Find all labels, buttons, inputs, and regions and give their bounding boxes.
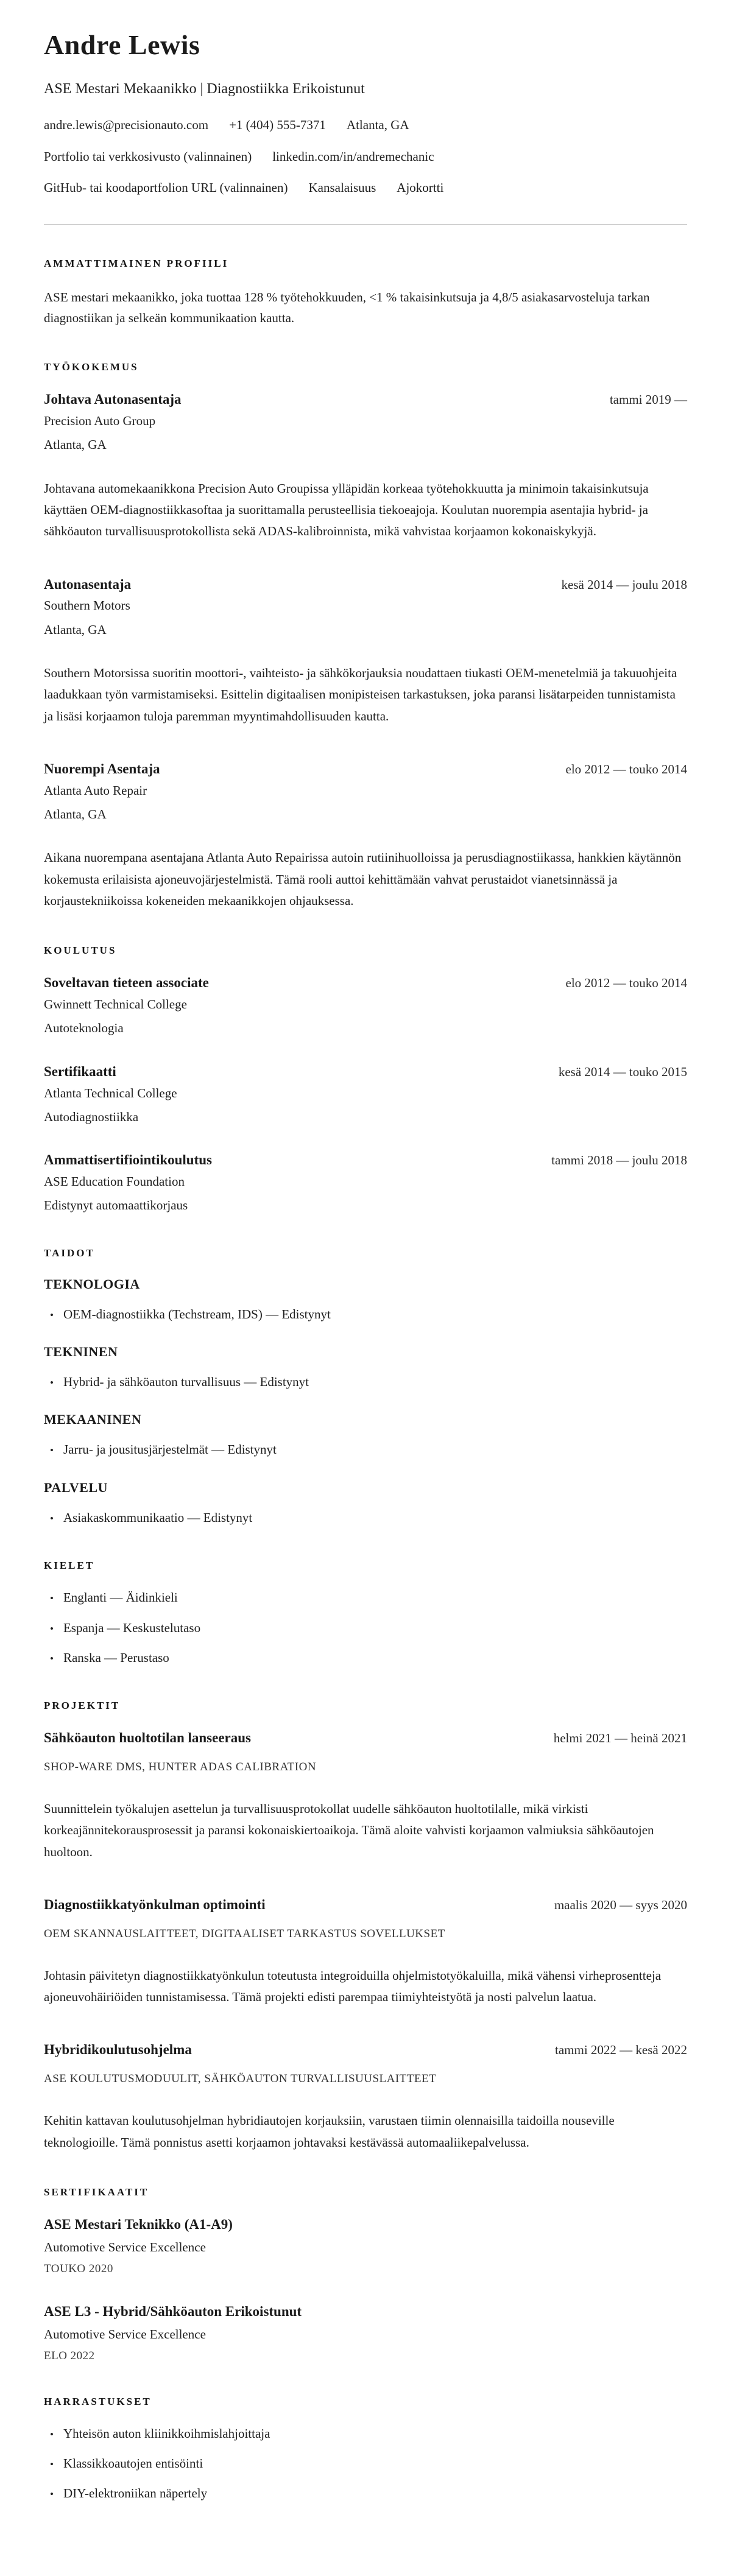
job-entry	[44, 760, 687, 912]
bullet-icon: •	[50, 1512, 54, 1524]
skill-category-name: PALVELU	[44, 1479, 108, 1495]
bullet-icon: •	[50, 1622, 54, 1635]
bullet-icon: •	[50, 2458, 54, 2471]
section-projects	[44, 1700, 687, 2153]
job-company: Atlanta Auto Repair	[44, 783, 147, 798]
job-company: Precision Auto Group	[44, 413, 156, 429]
education-field: Autoteknologia	[44, 1021, 124, 1036]
project-entry-head	[44, 2041, 687, 2059]
project-entry	[44, 1896, 687, 2008]
skill-category	[44, 1412, 687, 1459]
contact-portfolio: Portfolio tai verkkosivusto (valinnainen)	[44, 149, 252, 164]
section-heading-hobbies: HARRASTUKSET	[44, 2395, 152, 2407]
contact-row	[44, 149, 687, 165]
skill-item	[50, 1441, 687, 1459]
job-title: Autonasentaja	[44, 576, 132, 592]
education-entry	[44, 1151, 687, 1214]
candidate-name: Andre Lewis	[44, 29, 200, 60]
job-location: Atlanta, GA	[44, 622, 107, 637]
project-title: Diagnostiikkatyönkulman optimointi	[44, 1897, 266, 1913]
language-item	[50, 1649, 687, 1667]
project-description: Suunnittelein työkalujen asettelun ja turvallisuusprotokollat uudelle sähköauton huoltotilalle, mikä virkisti korkeajännitekorausprosessit ja paransi kokonaiskiertoaikoja. Tämä aloite vahvisti korjaamon valmiuksia sähköautojen huoltoon.	[44, 1801, 654, 1859]
contact-row	[44, 117, 687, 133]
bullet-icon: •	[50, 1652, 54, 1664]
project-tools: OEM SKANNAUSLAITTEET, DIGITAALISET TARKASTUS SOVELLUKSET	[44, 1927, 445, 1940]
certification-date: TOUKO 2020	[44, 2262, 113, 2275]
skill-item-label: Hybrid- ja sähköauton turvallisuus — Edistynyt	[63, 1374, 309, 1389]
skill-item-label: Jarru- ja jousitusjärjestelmät — Edistynyt	[63, 1442, 277, 1457]
job-entry	[44, 575, 687, 727]
project-description: Kehitin kattavan koulutusohjelman hybridiautojen korjauksiin, varustaen tiimin olennaisilla taidoilla nouseville teknologioille. Tämä ponnistus asetti korjaamon johtavaksi kestävässä automaaliikepalvelussa.	[44, 2113, 615, 2150]
bullet-icon: •	[50, 1592, 54, 1605]
section-heading-languages: KIELET	[44, 1560, 95, 1572]
bullet-icon: •	[50, 1376, 54, 1388]
job-title: Johtava Autonasentaja	[44, 392, 182, 407]
certification-issuer: Automotive Service Excellence	[44, 2239, 206, 2254]
bullet-icon: •	[50, 1445, 54, 1457]
job-entry	[44, 390, 687, 542]
contact-row	[44, 180, 687, 196]
language-item-label: Espanja — Keskustelutaso	[63, 1620, 201, 1635]
job-date: elo 2012 — touko 2014	[565, 761, 687, 776]
section-hobbies	[44, 2396, 687, 2503]
hobby-item	[50, 2485, 687, 2502]
section-heading-skills: TAIDOT	[44, 1247, 95, 1259]
certification-date: ELO 2022	[44, 2349, 95, 2362]
job-entry-head	[44, 760, 687, 778]
section-heading-profile: AMMATTIMAINEN PROFIILI	[44, 258, 229, 270]
education-entry-head	[44, 974, 687, 992]
education-entry-head	[44, 1063, 687, 1081]
education-field: Autodiagnostiikka	[44, 1109, 139, 1124]
hobby-item-label: Yhteisön auton kliinikkoihmislahjoittaja	[63, 2426, 270, 2441]
job-location: Atlanta, GA	[44, 437, 107, 452]
section-experience	[44, 361, 687, 912]
contact-github: GitHub- tai koodaportfolion URL (valinnainen)	[44, 180, 288, 195]
job-location: Atlanta, GA	[44, 807, 107, 822]
skill-category-name: TEKNINEN	[44, 1343, 118, 1359]
education-date: kesä 2014 — touko 2015	[558, 1064, 687, 1079]
section-heading-education: KOULUTUS	[44, 945, 117, 957]
education-date: tammi 2018 — joulu 2018	[551, 1153, 687, 1168]
language-item-label: Ranska — Perustaso	[63, 1650, 169, 1665]
certification-entry	[44, 2303, 687, 2363]
section-skills	[44, 1247, 687, 1527]
education-school: Atlanta Technical College	[44, 1085, 177, 1100]
job-description: Southern Motorsissa suoritin moottori-, vaihteisto- ja sähkökorjauksia noudattaen tiukasti OEM-menetelmiä ja takuuohjeita laadukkaan työn varmistamiseksi. Esittelin digitaalisen monipisteisen tarkastuksen, joka paransi lisätarpeiden tunnistamista ja lisäsi korjaamon tuloja paremman myyntimahdollisuuden kautta.	[44, 666, 677, 723]
education-entry	[44, 1063, 687, 1125]
hobby-item-label: DIY-elektroniikan näpertely	[63, 2486, 208, 2501]
section-education	[44, 945, 687, 1214]
hobby-item	[50, 2425, 687, 2443]
header-divider	[44, 224, 687, 225]
project-title: Sähköauton huoltotilan lanseeraus	[44, 1730, 251, 1746]
skill-item	[50, 1373, 687, 1391]
skill-category-name: TEKNOLOGIA	[44, 1276, 140, 1292]
contact-email: andre.lewis@precisionauto.com	[44, 118, 209, 133]
education-date: elo 2012 — touko 2014	[565, 976, 687, 991]
section-certifications	[44, 2186, 687, 2363]
hobby-item	[50, 2455, 687, 2472]
job-date: tammi 2019 —	[609, 392, 687, 407]
section-profile	[44, 258, 687, 328]
skill-category	[44, 1344, 687, 1391]
bullet-icon: •	[50, 2428, 54, 2440]
bullet-icon: •	[50, 1309, 54, 1321]
certification-title: ASE Mestari Teknikko (A1-A9)	[44, 2216, 233, 2232]
candidate-title: ASE Mestari Mekaanikko | Diagnostiikka Erikoistunut	[44, 81, 365, 97]
skill-item	[50, 1509, 687, 1527]
skill-category	[44, 1276, 687, 1323]
skill-category-name: MEKAANINEN	[44, 1412, 142, 1427]
project-description: Johtasin päivitetyn diagnostiikkatyönkulun toteutusta integroiduilla ohjelmistotyökaluilla, mikä vähensi virheprosentteja ajoneuvohäiriöiden tunnistamisessa. Tämä projekti edisti parempaa tiimiyhteistyötä ja nosti palvelun laatua.	[44, 1968, 662, 2005]
skill-item-label: OEM-diagnostiikka (Techstream, IDS) — Edistynyt	[63, 1306, 331, 1321]
section-languages	[44, 1560, 687, 1667]
education-school: Gwinnett Technical College	[44, 997, 187, 1012]
education-school: ASE Education Foundation	[44, 1174, 185, 1189]
project-tools: SHOP-WARE DMS, HUNTER ADAS CALIBRATION	[44, 1761, 317, 1774]
education-degree: Ammattisertifiointikoulutus	[44, 1152, 212, 1168]
certification-issuer: Automotive Service Excellence	[44, 2326, 206, 2342]
certification-entry	[44, 2215, 687, 2276]
job-company: Southern Motors	[44, 598, 130, 613]
project-date: tammi 2022 — kesä 2022	[555, 2043, 687, 2058]
education-entry-head	[44, 1151, 687, 1169]
section-heading-projects: PROJEKTIT	[44, 1700, 121, 1712]
education-entry	[44, 974, 687, 1036]
project-date: maalis 2020 — syys 2020	[554, 1898, 687, 1913]
contact-location: Atlanta, GA	[346, 118, 409, 133]
job-entry-head	[44, 575, 687, 594]
project-tools: ASE KOULUTUSMODUULIT, SÄHKÖAUTON TURVALLISUUSLAITTEET	[44, 2072, 437, 2086]
section-heading-experience: TYÖKOKEMUS	[44, 361, 139, 373]
contact-block	[44, 117, 687, 196]
profile-text: ASE mestari mekaanikko, joka tuottaa 128 % työtehokkuuden, <1 % takaisinkutsuja ja 4,8/5 asiakasarvosteluja tarkan diagnostiikan ja selkeän kommunikaation kautta.	[44, 290, 650, 326]
project-entry	[44, 2041, 687, 2153]
language-item	[50, 1589, 687, 1606]
project-title: Hybridikoulutusohjelma	[44, 2042, 192, 2058]
project-entry	[44, 1729, 687, 1863]
language-item-label: Englanti — Äidinkieli	[63, 1590, 178, 1605]
contact-phone: +1 (404) 555-7371	[229, 118, 326, 133]
contact-drivers-license: Ajokortti	[397, 180, 444, 195]
contact-linkedin: linkedin.com/in/andremechanic	[272, 149, 434, 164]
education-field: Edistynyt automaattikorjaus	[44, 1198, 188, 1213]
hobby-item-label: Klassikkoautojen entisöinti	[63, 2456, 203, 2471]
project-entry-head	[44, 1729, 687, 1747]
section-heading-certifications: SERTIFIKAATIT	[44, 2186, 149, 2198]
contact-citizenship: Kansalaisuus	[308, 180, 376, 195]
education-degree: Sertifikaatti	[44, 1063, 116, 1079]
skill-item-label: Asiakaskommunikaatio — Edistynyt	[63, 1510, 253, 1525]
certification-title: ASE L3 - Hybrid/Sähköauton Erikoistunut	[44, 2303, 302, 2319]
project-entry-head	[44, 1896, 687, 1914]
education-degree: Soveltavan tieteen associate	[44, 975, 209, 991]
job-title: Nuorempi Asentaja	[44, 761, 160, 776]
bullet-icon: •	[50, 2488, 54, 2500]
job-description: Aikana nuorempana asentajana Atlanta Auto Repairissa autoin rutiinihuolloissa ja perusdiagnostiikassa, hankkien käytännön kokemusta erilaisista ajoneuvojärjestelmistä. Tämä rooli auttoi kehittämään vahvat perustaidot vianetsinnässä ja korjaustekniikoissa kokeneiden mekaanikkojen ohjauksessa.	[44, 850, 682, 908]
skill-item	[50, 1306, 687, 1323]
resume-header	[44, 28, 687, 225]
job-date: kesä 2014 — joulu 2018	[561, 577, 687, 592]
language-item	[50, 1619, 687, 1637]
job-description: Johtavana automekaanikkona Precision Auto Groupissa ylläpidän korkeaa työtehokkuutta ja minimoin takaisinkutsuja käyttäen OEM-diagnostiikkasoftaa ja suorittamalla perusteellisia tiekoeajoja. Koulutan nuorempia asentajia hybrid- ja sähköauton turvallisuusprotokollista sekä ADAS-kalibroinnista, mikä vahvistaa korjaamon kokonaiskykyjä.	[44, 480, 649, 539]
skill-category	[44, 1480, 687, 1527]
job-entry-head	[44, 390, 687, 409]
project-date: helmi 2021 — heinä 2021	[553, 1731, 687, 1746]
